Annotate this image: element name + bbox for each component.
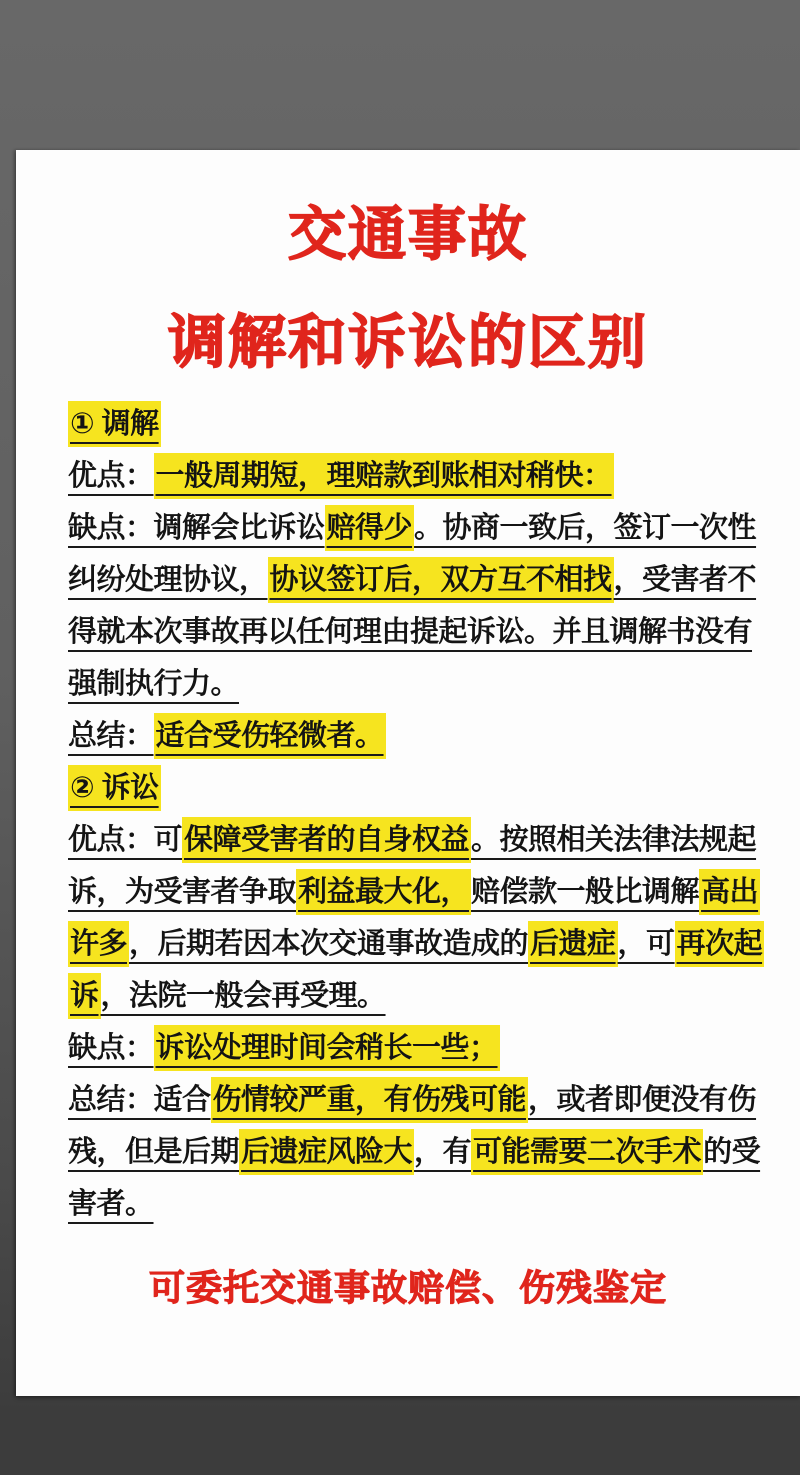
text-line-content: [68, 1077, 756, 1123]
text-line-content: [68, 765, 161, 811]
highlighted-text: 后遗症风险大: [239, 1129, 414, 1175]
text-line-content: [68, 817, 756, 863]
text-line-content: [68, 401, 161, 447]
plain-text: ，后期若因本次交通事故造成的: [129, 928, 529, 960]
plain-text: 的受: [703, 1136, 761, 1168]
text-line-content: [68, 1188, 154, 1220]
highlighted-text: 高出: [699, 869, 760, 915]
plain-text: 。按照相关法律法规起: [471, 824, 757, 856]
plain-text: ，或者即便没有伤: [528, 1084, 757, 1116]
plain-text: 优点：: [68, 460, 154, 492]
text-line: [68, 1178, 774, 1230]
text-line: [68, 918, 774, 970]
plain-text: 优点：可: [68, 824, 183, 856]
text-line-content: [68, 453, 614, 499]
text-line: [68, 762, 774, 814]
plain-text: 。协商一致后，签订一次性: [414, 512, 757, 544]
highlighted-text: ① 调解: [68, 401, 161, 447]
highlighted-text: 可能需要二次手术: [471, 1129, 703, 1175]
plain-text: 强制执行力。: [68, 668, 240, 700]
highlighted-text: 后遗症: [528, 921, 618, 967]
plain-text: ，有: [414, 1136, 472, 1168]
page-title-line-2: 调解和诉讼的区别: [167, 310, 648, 375]
text-line: [68, 970, 774, 1022]
highlighted-text: 保障受害者的自身权益: [182, 817, 471, 863]
text-line: [68, 710, 774, 762]
plain-text: 残，但是后期: [68, 1136, 240, 1168]
text-line-content: [68, 616, 752, 648]
highlighted-text: 再次起: [675, 921, 765, 967]
plain-text: ，受害者不: [613, 564, 757, 596]
highlighted-text: 利益最大化，: [296, 869, 471, 915]
plain-text: 总结：适合: [68, 1084, 211, 1116]
text-line-content: [68, 973, 386, 1019]
plain-text: 得就本次事故再以任何理由提起诉讼。并且调解书没有: [68, 616, 753, 648]
text-line: [68, 658, 774, 710]
text-line: [68, 866, 774, 918]
highlighted-text: 伤情较严重，有伤残可能: [211, 1077, 529, 1123]
text-line: [68, 606, 774, 658]
highlighted-text: 诉讼处理时间会稍长一些；: [154, 1025, 500, 1071]
document-card: [16, 150, 800, 1396]
plain-text: ，法院一般会再受理。: [100, 980, 386, 1012]
highlighted-text: 赔得少: [325, 505, 415, 551]
text-line: [68, 450, 774, 502]
text-line: [68, 1126, 774, 1178]
plain-text: 总结：: [68, 720, 154, 752]
plain-text: 纠纷处理协议，: [68, 564, 268, 596]
text-line: [68, 554, 774, 606]
text-line: [68, 1022, 774, 1074]
text-line-content: [68, 1129, 760, 1175]
plain-text: 缺点：调解会比诉讼: [68, 512, 325, 544]
text-line: [68, 814, 774, 866]
plain-text: ，可: [617, 928, 675, 960]
page-title-line-1: 交通事故: [287, 202, 528, 267]
text-line-content: [68, 668, 239, 700]
text-line-content: [68, 557, 756, 603]
text-line: [68, 398, 774, 450]
highlighted-text: 协议签订后，双方互不相找: [268, 557, 614, 603]
highlighted-text: 适合受伤轻微者。: [154, 713, 386, 759]
text-line-content: [68, 1025, 500, 1071]
highlighted-text: 一般周期短，理赔款到账相对稍快：: [154, 453, 614, 499]
footer-note: 可委托交通事故赔偿、伤残鉴定: [148, 1267, 667, 1308]
highlighted-text: 诉: [68, 973, 101, 1019]
plain-text: 诉，为受害者争取: [68, 876, 297, 908]
plain-text: 害者。: [68, 1188, 154, 1220]
text-line-content: [68, 713, 386, 759]
highlighted-text: ② 诉讼: [68, 765, 161, 811]
plain-text: 赔偿款一般比调解: [471, 876, 700, 908]
body-text: [16, 398, 800, 1230]
highlighted-text: 许多: [68, 921, 129, 967]
text-line-content: [68, 505, 756, 551]
text-line-content: [68, 921, 764, 967]
text-line-content: [68, 869, 760, 915]
plain-text: 缺点：: [68, 1032, 154, 1064]
text-line: [68, 1074, 774, 1126]
text-line: [68, 502, 774, 554]
